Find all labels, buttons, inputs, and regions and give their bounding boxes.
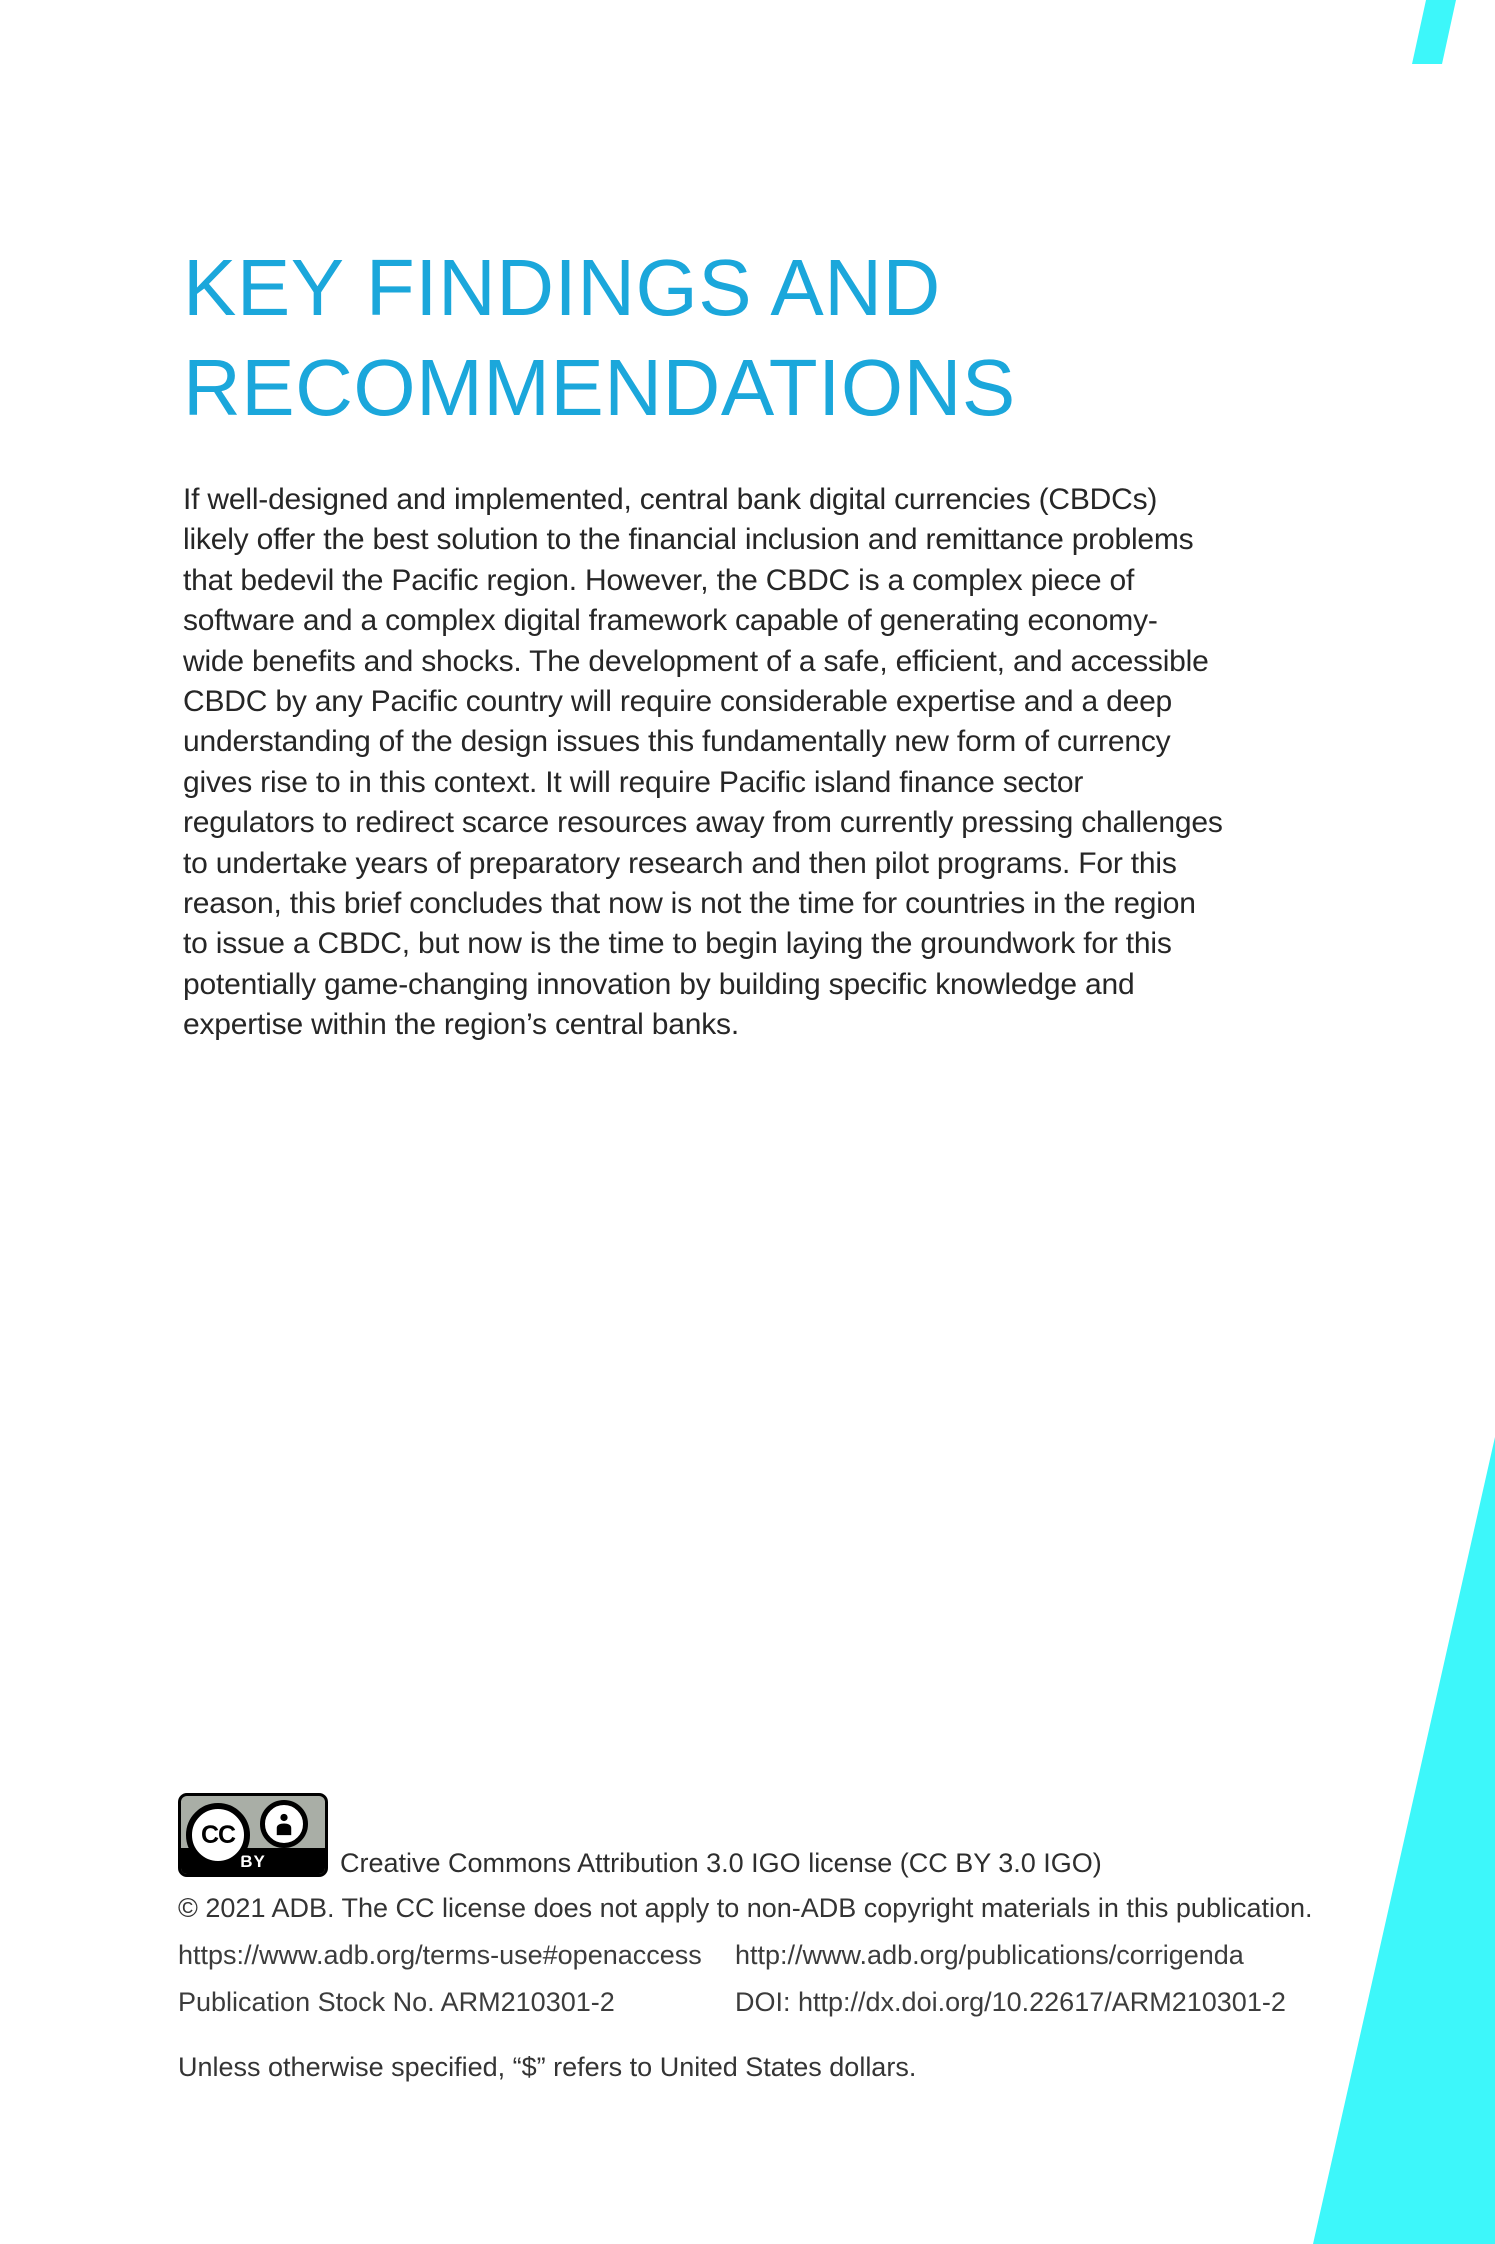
bottom-right-accent-wedge <box>1313 1437 1495 2244</box>
page-title-line-1: KEY FINDINGS AND <box>183 243 941 332</box>
corrigenda-link[interactable]: http://www.adb.org/publications/corrigenda <box>735 1940 1244 1970</box>
top-right-accent-stripe <box>1412 0 1456 64</box>
cc-by-license-badge[interactable] <box>178 1793 328 1877</box>
page-title-line-2: RECOMMENDATIONS <box>183 343 1016 432</box>
cc-logo-text: CC <box>200 1820 236 1849</box>
paragraph-line: understanding of the design issues this fundamentally new form of currency <box>183 725 1171 759</box>
paragraph-line: to undertake years of preparatory research and then pilot programs. For this <box>183 846 1177 880</box>
paragraph-line: reason, this brief concludes that now is not the time for countries in the region <box>183 887 1196 921</box>
paragraph-line: If well-designed and implemented, central bank digital currencies (CBDCs) <box>183 483 1158 516</box>
paragraph-line: CBDC by any Pacific country will require considerable expertise and a deep <box>183 685 1173 719</box>
cc-logo-icon <box>186 1803 250 1867</box>
page-title <box>183 238 1016 438</box>
cc-by-label: BY <box>240 1852 266 1871</box>
paragraph-line: potentially game-changing innovation by building specific knowledge and <box>183 967 1135 1001</box>
attribution-person-icon <box>260 1800 308 1848</box>
paragraph-line: to issue a CBDC, but now is the time to begin laying the groundwork for this <box>183 927 1172 961</box>
key-findings-paragraph <box>183 480 1223 1046</box>
terms-of-use-link[interactable]: https://www.adb.org/terms-use#openaccess <box>178 1940 702 1970</box>
copyright-notice: © 2021 ADB. The CC license does not apply to non-ADB copyright materials in this publication. <box>178 1893 1313 1923</box>
currency-note: Unless otherwise specified, “$” refers to United States dollars. <box>178 2052 917 2082</box>
paragraph-line: wide benefits and shocks. The development of a safe, efficient, and accessible <box>183 644 1209 678</box>
paragraph-line: regulators to redirect scarce resources away from currently pressing challenges <box>183 806 1223 840</box>
publication-stock-no: Publication Stock No. ARM210301-2 <box>178 1987 615 2017</box>
paragraph-line: expertise within the region’s central banks. <box>183 1008 739 1042</box>
license-title: Creative Commons Attribution 3.0 IGO license (CC BY 3.0 IGO) <box>340 1848 1102 1878</box>
paragraph-line: likely offer the best solution to the financial inclusion and remittance problems <box>183 523 1194 557</box>
paragraph-line: that bedevil the Pacific region. However, the CBDC is a complex piece of <box>183 563 1135 597</box>
paragraph-line: software and a complex digital framework capable of generating economy- <box>183 604 1158 638</box>
paragraph-line: gives rise to in this context. It will require Pacific island finance sector <box>183 765 1084 799</box>
doi-link[interactable]: DOI: http://dx.doi.org/10.22617/ARM210301-2 <box>735 1987 1286 2017</box>
